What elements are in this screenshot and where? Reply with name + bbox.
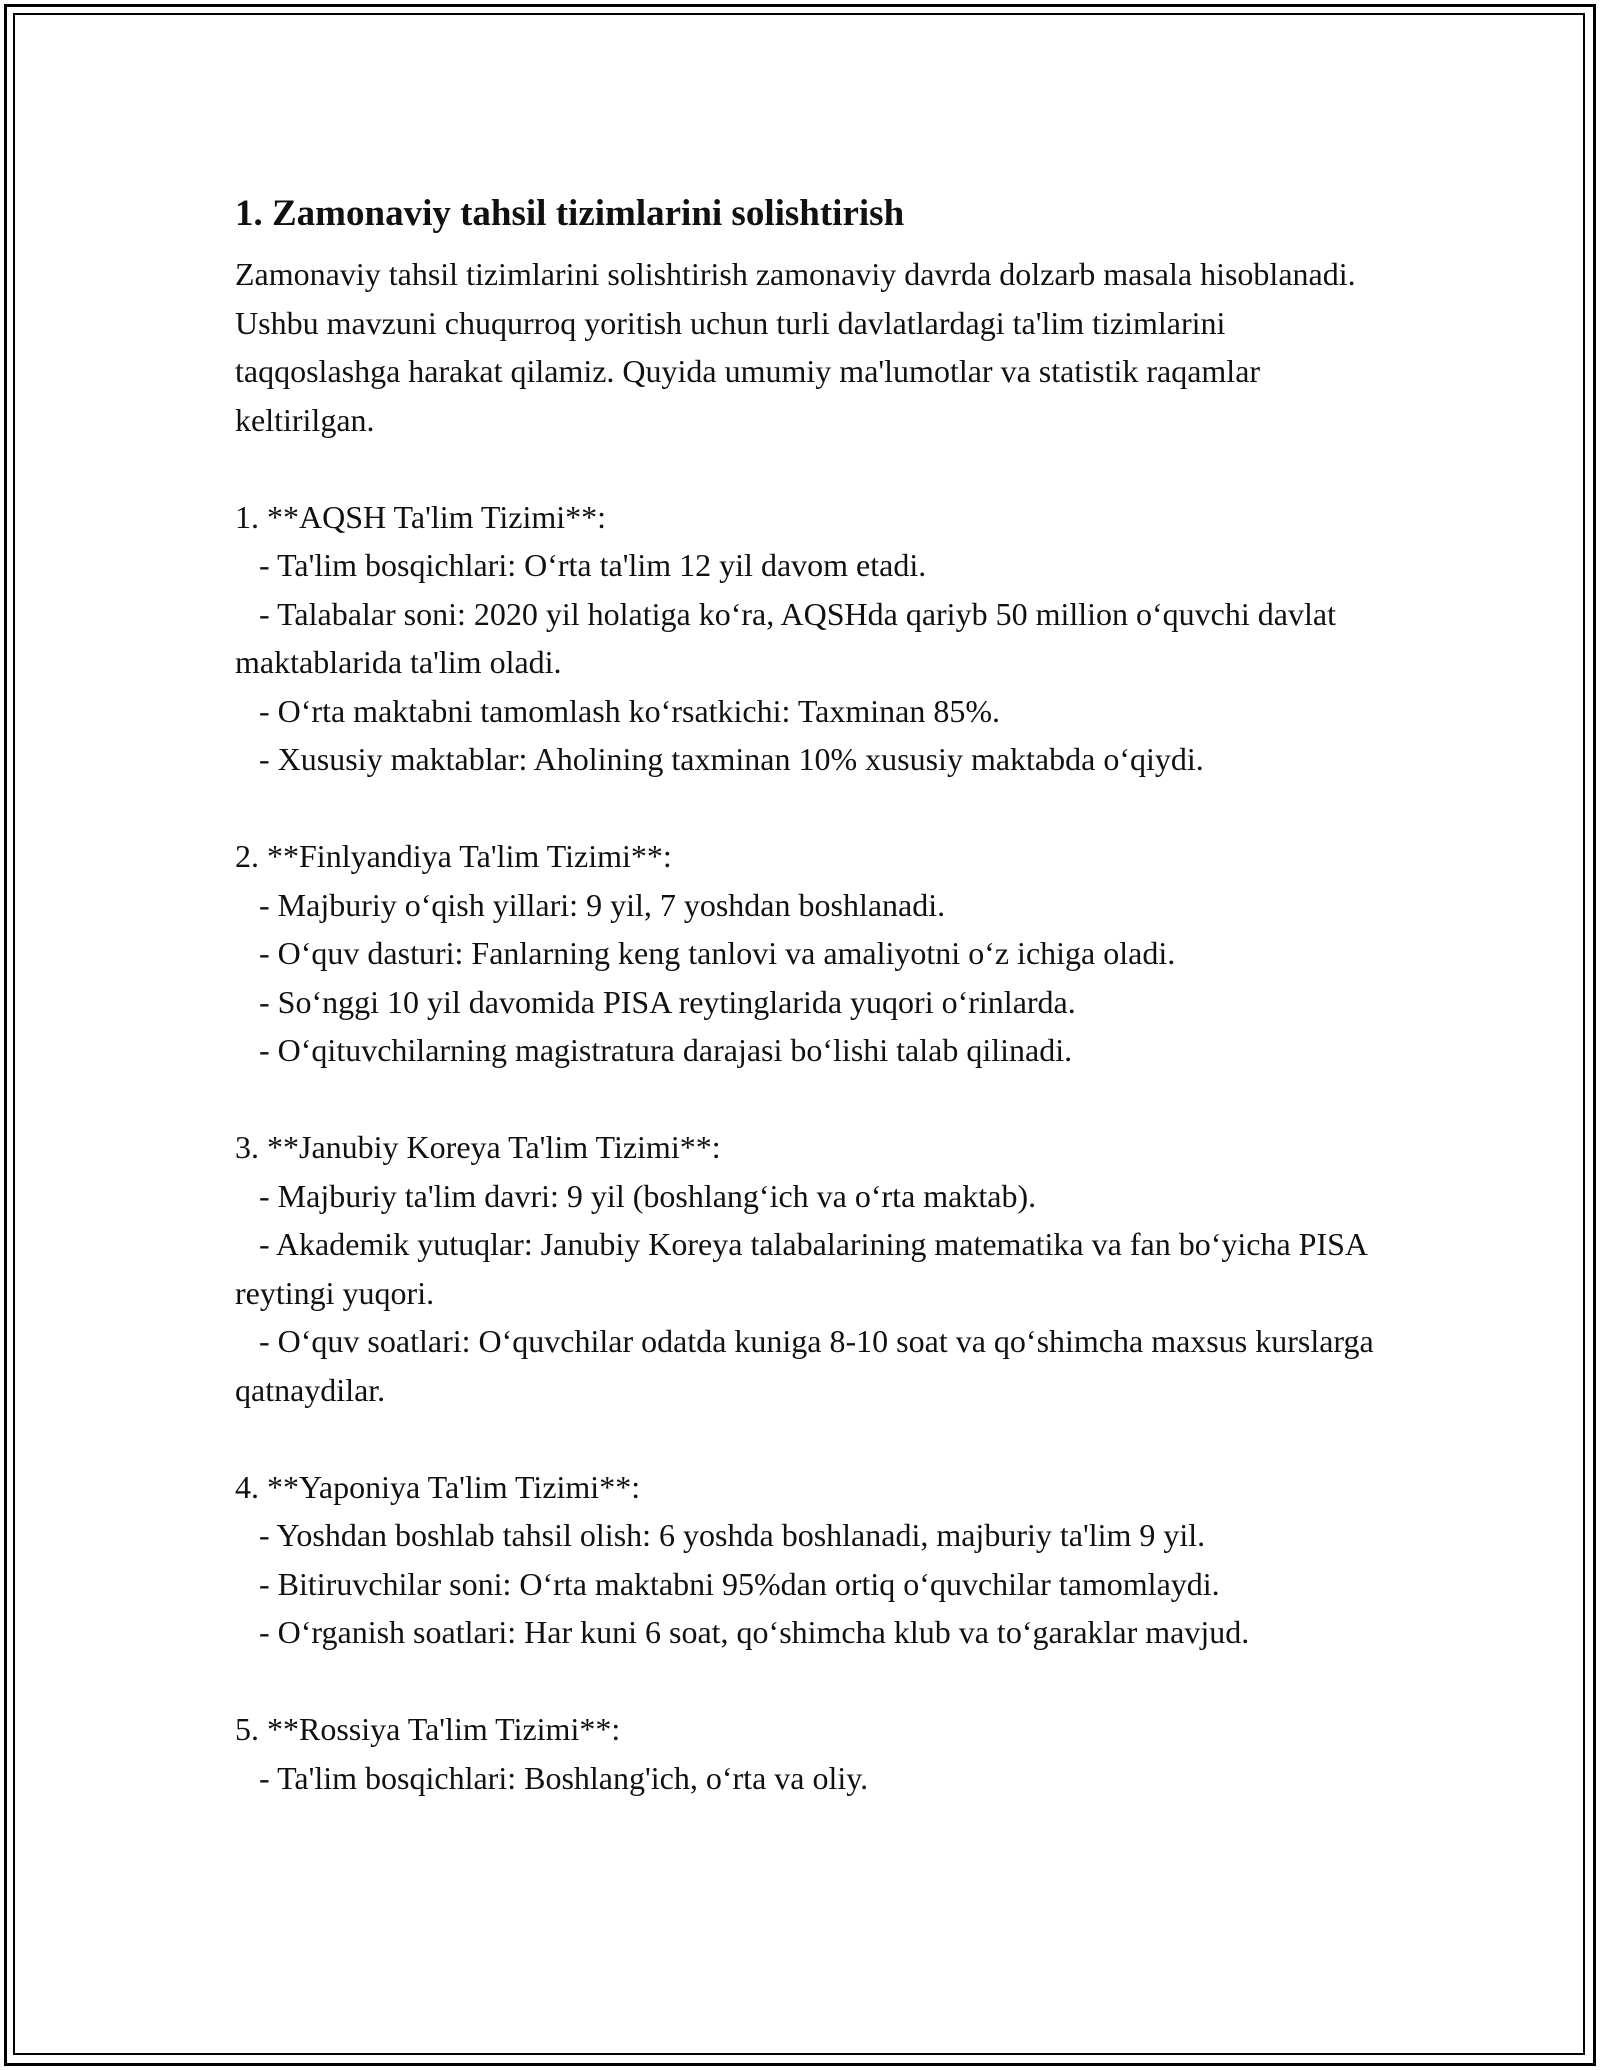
section-usa bbox=[235, 493, 1385, 784]
document-body bbox=[235, 186, 1385, 1802]
list-item: - Yoshdan boshlab tahsil olish: 6 yoshda boshlanadi, majburiy ta'lim 9 yil. bbox=[235, 1517, 1206, 1553]
section-gap bbox=[235, 1414, 1385, 1463]
list-item: - O‘quv dasturi: Fanlarning keng tanlovi va amaliyotni o‘z ichiga oladi. bbox=[235, 935, 1176, 971]
list-item: - O‘rganish soatlari: Har kuni 6 soat, qo‘shimcha klub va to‘garaklar mavjud. bbox=[235, 1614, 1250, 1650]
section-heading: 5. **Rossiya Ta'lim Tizimi**: bbox=[235, 1711, 621, 1747]
section-heading: 1. **AQSH Ta'lim Tizimi**: bbox=[235, 498, 606, 535]
list-item: - O‘rta maktabni tamomlash ko‘rsatkichi: Taxminan 85%. bbox=[235, 692, 1000, 729]
section-gap bbox=[235, 784, 1385, 833]
list-item: - Talabalar soni: 2020 yil holatiga ko‘ra, AQSHda qariyb 50 million o‘quvchi davlat maktablarida ta'lim oladi. bbox=[235, 595, 1344, 680]
list-item: - Ta'lim bosqichlari: Boshlang'ich, o‘rta va oliy. bbox=[235, 1759, 869, 1796]
list-item: - Majburiy ta'lim davri: 9 yil (boshlang‘ich va o‘rta maktab). bbox=[235, 1177, 1037, 1214]
intro-paragraph: Zamonaviy tahsil tizimlarini solishtirish zamonaviy davrda dolzarb masala hisoblanadi. Ushbu mavzuni chuqurroq yoritish uchun turli davlatlardagi ta'lim tizimlarini taqqoslashga harakat qilamiz. Quyida umumiy ma'lumotlar va statistik raqamlar keltirilgan. bbox=[235, 256, 1364, 438]
list-item: - O‘quv soatlari: O‘quvchilar odatda kuniga 8-10 soat va qo‘shimcha maxsus kurslarga qatnaydilar. bbox=[235, 1323, 1382, 1408]
document-title: 1. Zamonaviy tahsil tizimlarini solishtirish bbox=[235, 193, 905, 234]
section-gap bbox=[235, 1075, 1385, 1124]
list-item: - Bitiruvchilar soni: O‘rta maktabni 95%dan ortiq o‘quvchilar tamomlaydi. bbox=[235, 1565, 1220, 1602]
list-item: - Xususiy maktablar: Aholining taxminan 10% xususiy maktabda o‘qiydi. bbox=[235, 741, 1204, 777]
section-south-korea bbox=[235, 1123, 1385, 1414]
list-item: - So‘nggi 10 yil davomida PISA reytinglarida yuqori o‘rinlarda. bbox=[235, 983, 1076, 1020]
section-finland bbox=[235, 832, 1385, 1075]
section-japan bbox=[235, 1463, 1385, 1657]
section-gap bbox=[235, 444, 1385, 493]
section-gap bbox=[235, 1657, 1385, 1706]
section-heading: 4. **Yaponiya Ta'lim Tizimi**: bbox=[235, 1468, 641, 1505]
section-russia bbox=[235, 1705, 1385, 1802]
section-heading: 2. **Finlyandiya Ta'lim Tizimi**: bbox=[235, 838, 672, 874]
list-item: - Ta'lim bosqichlari: O‘rta ta'lim 12 yil davom etadi. bbox=[235, 547, 927, 583]
list-item: - O‘qituvchilarning magistratura darajasi bo‘lishi talab qilinadi. bbox=[235, 1032, 1073, 1068]
section-heading: 3. **Janubiy Koreya Ta'lim Tizimi**: bbox=[235, 1129, 721, 1165]
list-item: - Majburiy o‘qish yillari: 9 yil, 7 yoshdan boshlanadi. bbox=[235, 886, 946, 923]
list-item: - Akademik yutuqlar: Janubiy Koreya talabalarining matematika va fan bo‘yicha PISA reytingi yuqori. bbox=[235, 1226, 1375, 1311]
